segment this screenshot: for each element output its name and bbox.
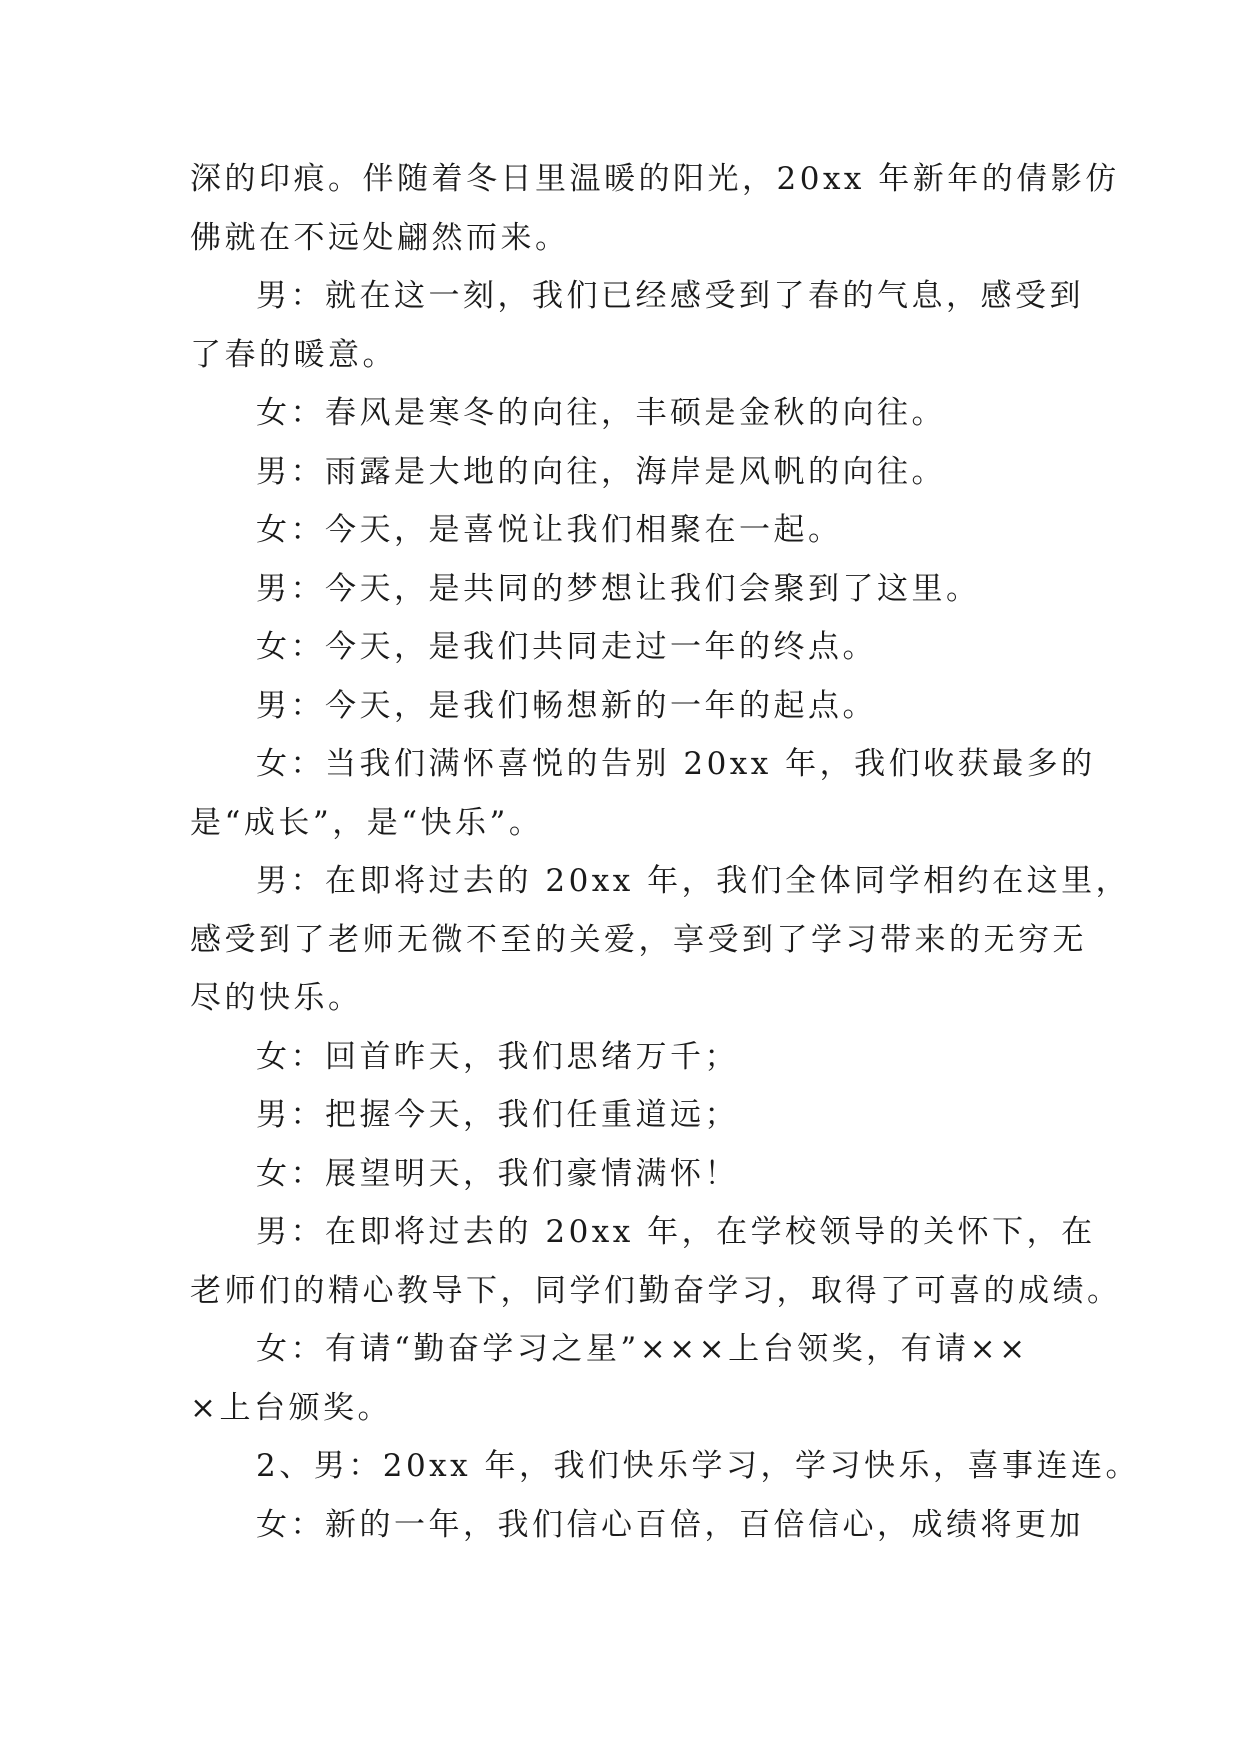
dialogue-line: 女：今天，是我们共同走过一年的终点。 (256, 629, 877, 665)
document-body (190, 150, 1140, 1554)
dialogue-line: 女：有请“勤奋学习之星”×××上台领奖，有请×× (256, 1331, 1029, 1367)
dialogue-line: 男：把握今天，我们任重道远； (256, 1097, 739, 1133)
text-line: 尽的快乐。 (190, 980, 363, 1016)
text-line: 深的印痕。伴随着冬日里温暖的阳光，20xx 年新年的倩影仿 (190, 161, 1120, 197)
dialogue-line: 男：在即将过去的 20xx 年，我们全体同学相约在这里， (256, 863, 1131, 899)
dialogue-line: 男：今天，是我们畅想新的一年的起点。 (256, 687, 877, 724)
dialogue-line: 男：今天，是共同的梦想让我们会聚到了这里。 (256, 570, 981, 607)
text-line: 佛就在不远处翩然而来。 (190, 219, 570, 256)
text-line: ×上台颁奖。 (190, 1389, 392, 1426)
dialogue-line: 2、男：20xx 年，我们快乐学习，学习快乐，喜事连连。 (256, 1448, 1140, 1484)
text-line: 感受到了老师无微不至的关爱，享受到了学习带来的无穷无 (190, 921, 1087, 958)
text-line: 老师们的精心教导下，同学们勤奋学习，取得了可喜的成绩。 (190, 1272, 1122, 1309)
text-line: 了春的暖意。 (190, 336, 397, 373)
dialogue-line: 女：回首昨天，我们思绪万千； (256, 1038, 739, 1075)
dialogue-line: 女：今天，是喜悦让我们相聚在一起。 (256, 512, 843, 548)
dialogue-line: 男：就在这一刻，我们已经感受到了春的气息，感受到 (256, 278, 1084, 314)
dialogue-line: 男：在即将过去的 20xx 年，在学校领导的关怀下，在 (256, 1214, 1096, 1250)
text-line: 是“成长”，是“快乐”。 (190, 804, 544, 841)
dialogue-line: 女：展望明天，我们豪情满怀！ (256, 1155, 739, 1192)
dialogue-line: 女：春风是寒冬的向往，丰硕是金秋的向往。 (256, 395, 946, 431)
dialogue-line: 男：雨露是大地的向往，海岸是风帆的向往。 (256, 453, 946, 490)
dialogue-line: 女：新的一年，我们信心百倍，百倍信心，成绩将更加 (256, 1506, 1084, 1543)
dialogue-line: 女：当我们满怀喜悦的告别 20xx 年，我们收获最多的 (256, 746, 1096, 782)
